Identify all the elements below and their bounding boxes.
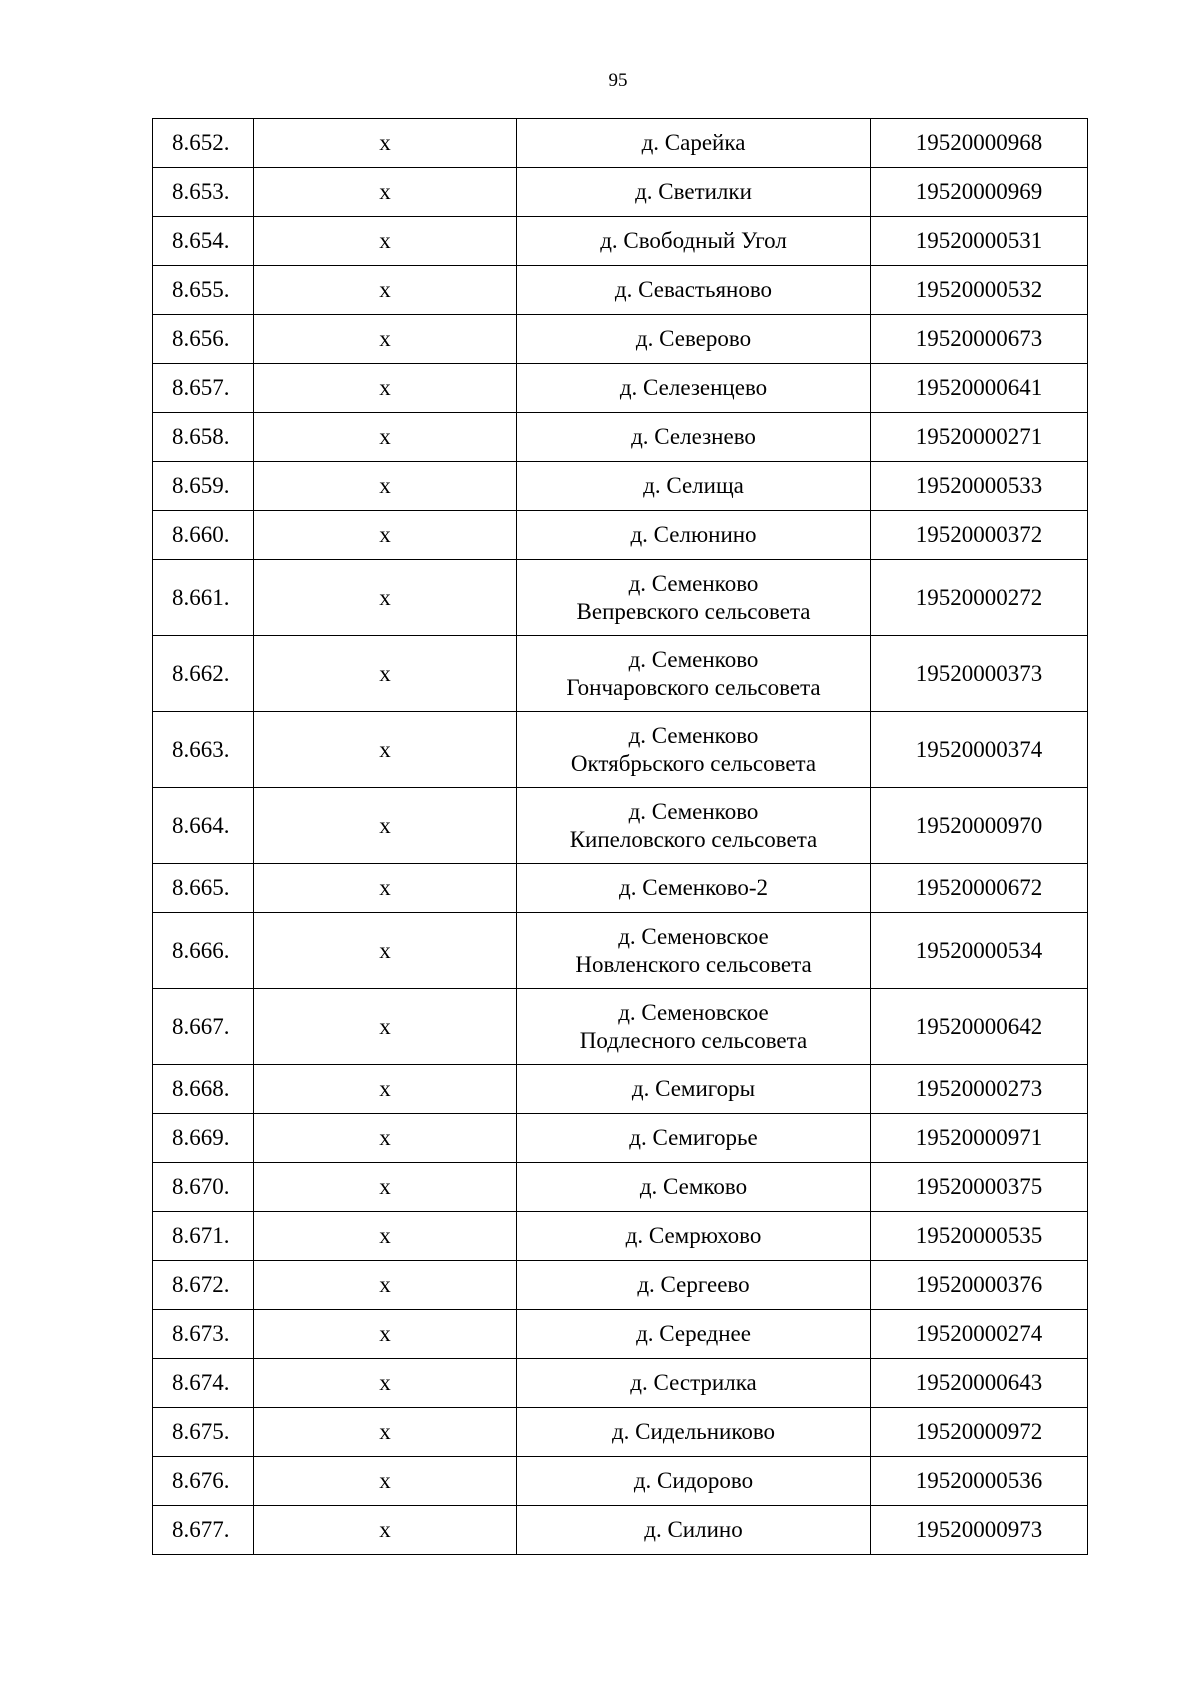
code-cell: 19520000969 (871, 168, 1088, 217)
settlement-name-cell (517, 1359, 871, 1408)
mark-cell: х (254, 1114, 517, 1163)
code-cell: 19520000673 (871, 315, 1088, 364)
mark-cell: х (254, 1065, 517, 1114)
mark-cell: х (254, 168, 517, 217)
settlement-name-cell (517, 864, 871, 913)
settlement-name-line: Подлесного сельсовета (579, 1027, 808, 1053)
mark-cell: х (254, 413, 517, 462)
settlement-name-cell (517, 1065, 871, 1114)
settlement-name-cell (517, 989, 871, 1065)
table-row (153, 266, 1088, 315)
settlement-name-line: Кипеловского сельсовета (569, 826, 818, 852)
settlement-name-line: д. Семенково (628, 646, 759, 672)
table-row (153, 462, 1088, 511)
row-number-cell: 8.668. (153, 1065, 254, 1114)
settlement-name-cell (517, 1310, 871, 1359)
table-row (153, 1065, 1088, 1114)
settlement-name-line: Новленского сельсовета (575, 951, 812, 977)
mark-cell: х (254, 712, 517, 788)
settlement-name-line: д. Семрюхово (625, 1223, 762, 1248)
table-row (153, 1506, 1088, 1555)
settlement-name-line: д. Севастьяново (614, 277, 773, 302)
row-number-cell: 8.653. (153, 168, 254, 217)
settlement-name-cell (517, 1163, 871, 1212)
settlement-name-line: д. Семенково (628, 570, 759, 596)
mark-cell: х (254, 1359, 517, 1408)
table-row (153, 1457, 1088, 1506)
settlement-name-cell (517, 636, 871, 712)
settlement-name-cell (517, 315, 871, 364)
row-number-cell: 8.663. (153, 712, 254, 788)
settlement-name-line: д. Семеновское (618, 999, 769, 1025)
settlement-name-cell (517, 119, 871, 168)
row-number-cell: 8.676. (153, 1457, 254, 1506)
table-body (153, 119, 1088, 1555)
mark-cell: х (254, 864, 517, 913)
row-number-cell: 8.666. (153, 913, 254, 989)
mark-cell: х (254, 1506, 517, 1555)
settlement-name-line: д. Сестрилка (630, 1370, 757, 1395)
row-number-cell: 8.665. (153, 864, 254, 913)
code-cell: 19520000274 (871, 1310, 1088, 1359)
row-number-cell: 8.664. (153, 788, 254, 864)
row-number-cell: 8.669. (153, 1114, 254, 1163)
row-number-cell: 8.673. (153, 1310, 254, 1359)
settlement-name-cell (517, 788, 871, 864)
row-number-cell: 8.662. (153, 636, 254, 712)
mark-cell: х (254, 1457, 517, 1506)
settlement-name-cell (517, 462, 871, 511)
table-row (153, 119, 1088, 168)
mark-cell: х (254, 511, 517, 560)
mark-cell: х (254, 1261, 517, 1310)
table-row (153, 1359, 1088, 1408)
settlements-table (152, 118, 1088, 1555)
mark-cell: х (254, 560, 517, 636)
table-row (153, 217, 1088, 266)
row-number-cell: 8.675. (153, 1408, 254, 1457)
settlement-name-line: д. Селюнино (630, 522, 757, 547)
settlement-name-line: д. Семеновское (618, 923, 769, 949)
table-row (153, 864, 1088, 913)
mark-cell: х (254, 217, 517, 266)
mark-cell: х (254, 1212, 517, 1261)
settlement-name-cell (517, 913, 871, 989)
row-number-cell: 8.660. (153, 511, 254, 560)
table-row (153, 1163, 1088, 1212)
code-cell: 19520000531 (871, 217, 1088, 266)
table-row (153, 168, 1088, 217)
row-number-cell: 8.674. (153, 1359, 254, 1408)
settlement-name-line: д. Семигоры (631, 1076, 756, 1101)
code-cell: 19520000672 (871, 864, 1088, 913)
code-cell: 19520000271 (871, 413, 1088, 462)
row-number-cell: 8.652. (153, 119, 254, 168)
row-number-cell: 8.677. (153, 1506, 254, 1555)
table-row (153, 1261, 1088, 1310)
settlement-name-line: д. Селезнево (631, 424, 756, 449)
settlement-name-cell (517, 364, 871, 413)
settlement-name-cell (517, 217, 871, 266)
mark-cell: х (254, 1408, 517, 1457)
settlement-name-line: Вепревского сельсовета (576, 598, 811, 624)
settlement-name-line: д. Сарейка (641, 130, 746, 155)
settlement-name-cell (517, 560, 871, 636)
table-row (153, 636, 1088, 712)
code-cell: 19520000536 (871, 1457, 1088, 1506)
code-cell: 19520000273 (871, 1065, 1088, 1114)
settlement-name-cell (517, 1212, 871, 1261)
code-cell: 19520000373 (871, 636, 1088, 712)
settlement-name-line: д. Свободный Угол (600, 228, 787, 253)
table-row (153, 511, 1088, 560)
code-cell: 19520000374 (871, 712, 1088, 788)
table-row (153, 364, 1088, 413)
code-cell: 19520000532 (871, 266, 1088, 315)
row-number-cell: 8.655. (153, 266, 254, 315)
settlement-name-cell (517, 511, 871, 560)
row-number-cell: 8.661. (153, 560, 254, 636)
row-number-cell: 8.671. (153, 1212, 254, 1261)
mark-cell: х (254, 636, 517, 712)
row-number-cell: 8.672. (153, 1261, 254, 1310)
settlement-name-line: Гончаровского сельсовета (566, 674, 821, 700)
mark-cell: х (254, 462, 517, 511)
settlement-name-line: д. Селища (643, 473, 744, 498)
row-number-cell: 8.657. (153, 364, 254, 413)
settlement-name-cell (517, 413, 871, 462)
settlement-name-line: д. Семенково (628, 798, 759, 824)
settlement-name-line: д. Силино (644, 1517, 743, 1542)
settlement-name-cell (517, 1261, 871, 1310)
row-number-cell: 8.659. (153, 462, 254, 511)
code-cell: 19520000642 (871, 989, 1088, 1065)
mark-cell: х (254, 913, 517, 989)
mark-cell: х (254, 119, 517, 168)
settlement-name-cell (517, 1114, 871, 1163)
code-cell: 19520000971 (871, 1114, 1088, 1163)
row-number-cell: 8.658. (153, 413, 254, 462)
settlement-name-line: д. Середнее (636, 1321, 751, 1346)
code-cell: 19520000533 (871, 462, 1088, 511)
table-row (153, 1310, 1088, 1359)
code-cell: 19520000643 (871, 1359, 1088, 1408)
settlement-name-line: д. Селезенцево (619, 375, 768, 400)
table-row (153, 560, 1088, 636)
mark-cell: х (254, 364, 517, 413)
settlement-name-line: д. Семково (639, 1174, 748, 1199)
settlement-name-cell (517, 1408, 871, 1457)
code-cell: 19520000972 (871, 1408, 1088, 1457)
settlement-name-cell (517, 1457, 871, 1506)
mark-cell: х (254, 315, 517, 364)
row-number-cell: 8.670. (153, 1163, 254, 1212)
settlement-name-line: д. Семигорье (629, 1125, 758, 1150)
code-cell: 19520000272 (871, 560, 1088, 636)
row-number-cell: 8.654. (153, 217, 254, 266)
table-row (153, 788, 1088, 864)
settlement-name-line: д. Сидорово (633, 1468, 754, 1493)
settlement-name-cell (517, 712, 871, 788)
table-row (153, 1408, 1088, 1457)
table-row (153, 413, 1088, 462)
code-cell: 19520000970 (871, 788, 1088, 864)
settlement-name-line: д. Сергеево (637, 1272, 750, 1297)
table-row (153, 315, 1088, 364)
code-cell: 19520000641 (871, 364, 1088, 413)
settlement-name-cell (517, 168, 871, 217)
settlement-name-line: д. Сидельниково (611, 1419, 776, 1444)
mark-cell: х (254, 266, 517, 315)
settlement-name-line: д. Северово (635, 326, 752, 351)
settlement-name-line: д. Семенково-2 (619, 875, 768, 900)
mark-cell: х (254, 1310, 517, 1359)
mark-cell: х (254, 989, 517, 1065)
code-cell: 19520000535 (871, 1212, 1088, 1261)
settlement-name-line: Октябрьского сельсовета (570, 750, 817, 776)
mark-cell: х (254, 1163, 517, 1212)
page-number: 95 (608, 70, 628, 91)
code-cell: 19520000968 (871, 119, 1088, 168)
code-cell: 19520000372 (871, 511, 1088, 560)
code-cell: 19520000376 (871, 1261, 1088, 1310)
row-number-cell: 8.667. (153, 989, 254, 1065)
code-cell: 19520000375 (871, 1163, 1088, 1212)
settlement-name-line: д. Семенково (628, 722, 759, 748)
mark-cell: х (254, 788, 517, 864)
settlement-name-cell (517, 1506, 871, 1555)
code-cell: 19520000973 (871, 1506, 1088, 1555)
table-row (153, 1114, 1088, 1163)
code-cell: 19520000534 (871, 913, 1088, 989)
settlement-name-cell (517, 266, 871, 315)
settlement-name-line: д. Светилки (635, 179, 752, 204)
table-row (153, 913, 1088, 989)
row-number-cell: 8.656. (153, 315, 254, 364)
table-row (153, 1212, 1088, 1261)
table-row (153, 712, 1088, 788)
table-row (153, 989, 1088, 1065)
